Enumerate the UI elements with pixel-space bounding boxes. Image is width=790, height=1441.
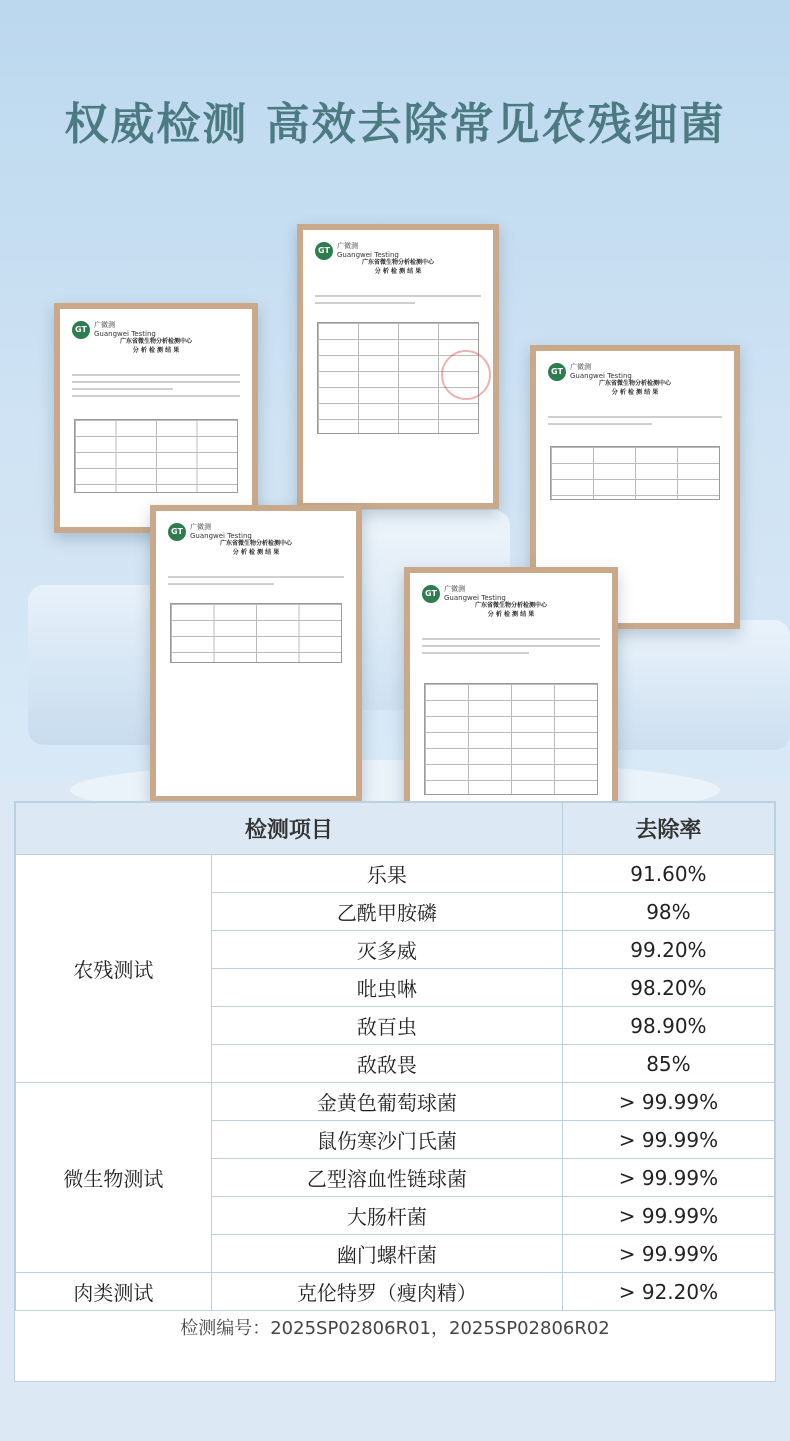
- certificate-text-lines: [315, 290, 481, 309]
- certificate-paper: [303, 230, 493, 503]
- certificate-heading: 广东省微生物分析检测中心 分 析 检 测 结 果: [361, 259, 434, 275]
- certificate-heading: 广东省微生物分析检测中心 分 析 检 测 结 果: [474, 602, 547, 618]
- lab-logo-icon: GT: [315, 242, 333, 260]
- certificate-text-lines: [548, 411, 722, 430]
- certificate-text-lines: [422, 633, 600, 659]
- certificate-paper: [60, 309, 252, 527]
- rate-cell: 91.60%: [562, 855, 774, 893]
- certificate-table: [170, 603, 342, 663]
- rate-cell: 85%: [562, 1045, 774, 1083]
- certificate-card: [150, 505, 362, 802]
- results-panel: [14, 801, 776, 1382]
- certificate-heading: 广东省微生物分析检测中心 分 析 检 测 结 果: [119, 338, 192, 354]
- table-header-row: [16, 803, 775, 855]
- official-stamp: [441, 350, 491, 400]
- rate-cell: 99.20%: [562, 931, 774, 969]
- header-removal-rate: 去除率: [562, 803, 774, 855]
- category-cell: 农残测试: [16, 855, 212, 1083]
- table-row: [16, 1273, 775, 1311]
- lab-logo-icon: GT: [548, 363, 566, 381]
- removal-rate-table: [15, 802, 775, 1311]
- header-test-item: 检测项目: [16, 803, 563, 855]
- item-cell: 吡虫啉: [211, 969, 562, 1007]
- rate-cell: > 99.99%: [562, 1197, 774, 1235]
- certificate-paper: [156, 511, 356, 796]
- certificate-table: [424, 683, 598, 795]
- lab-brand: 广微测 Guangwei Testing: [444, 585, 506, 602]
- item-cell: 灭多威: [211, 931, 562, 969]
- lab-logo-icon: GT: [72, 321, 90, 339]
- item-cell: 敌敌畏: [211, 1045, 562, 1083]
- table-row: [16, 855, 775, 893]
- table-row: [16, 1083, 775, 1121]
- item-cell: 鼠伤寒沙门氏菌: [211, 1121, 562, 1159]
- lab-brand: 广微测 Guangwei Testing: [570, 363, 632, 380]
- item-cell: 敌百虫: [211, 1007, 562, 1045]
- rate-cell: > 99.99%: [562, 1083, 774, 1121]
- rate-cell: 98%: [562, 893, 774, 931]
- item-cell: 大肠杆菌: [211, 1197, 562, 1235]
- item-cell: 乙酰甲胺磷: [211, 893, 562, 931]
- certificate-heading: 广东省微生物分析检测中心 分 析 检 测 结 果: [598, 380, 671, 396]
- certificate-heading: 广东省微生物分析检测中心 分 析 检 测 结 果: [219, 540, 292, 556]
- rate-cell: > 99.99%: [562, 1121, 774, 1159]
- item-cell: 乙型溶血性链球菌: [211, 1159, 562, 1197]
- certificate-table: [74, 419, 238, 493]
- lab-brand: 广微测 Guangwei Testing: [94, 321, 156, 338]
- lab-brand: 广微测 Guangwei Testing: [190, 523, 252, 540]
- pedestal-right: [600, 620, 790, 750]
- certificate-table: [550, 446, 720, 500]
- rate-cell: > 99.99%: [562, 1235, 774, 1273]
- item-cell: 克伦特罗（瘦肉精）: [211, 1273, 562, 1311]
- item-cell: 幽门螺杆菌: [211, 1235, 562, 1273]
- lab-logo-icon: GT: [168, 523, 186, 541]
- rate-cell: 98.90%: [562, 1007, 774, 1045]
- item-cell: 金黄色葡萄球菌: [211, 1083, 562, 1121]
- certificate-text-lines: [72, 369, 240, 402]
- rate-cell: > 99.99%: [562, 1159, 774, 1197]
- category-cell: 肉类测试: [16, 1273, 212, 1311]
- page-headline: 权威检测 高效去除常见农残细菌: [64, 99, 726, 150]
- rate-cell: > 92.20%: [562, 1273, 774, 1311]
- lab-logo-icon: GT: [422, 585, 440, 603]
- category-cell: 微生物测试: [16, 1083, 212, 1273]
- rate-cell: 98.20%: [562, 969, 774, 1007]
- certificate-paper: [410, 573, 612, 835]
- item-cell: 乐果: [211, 855, 562, 893]
- lab-brand: 广微测 Guangwei Testing: [337, 242, 399, 259]
- certificate-card: [54, 303, 258, 533]
- certificate-card: [297, 224, 499, 509]
- report-numbers: 检测编号：2025SP02806R01，2025SP02806R02: [180, 1318, 610, 1339]
- certificate-text-lines: [168, 571, 344, 590]
- certificate-card: [404, 567, 618, 841]
